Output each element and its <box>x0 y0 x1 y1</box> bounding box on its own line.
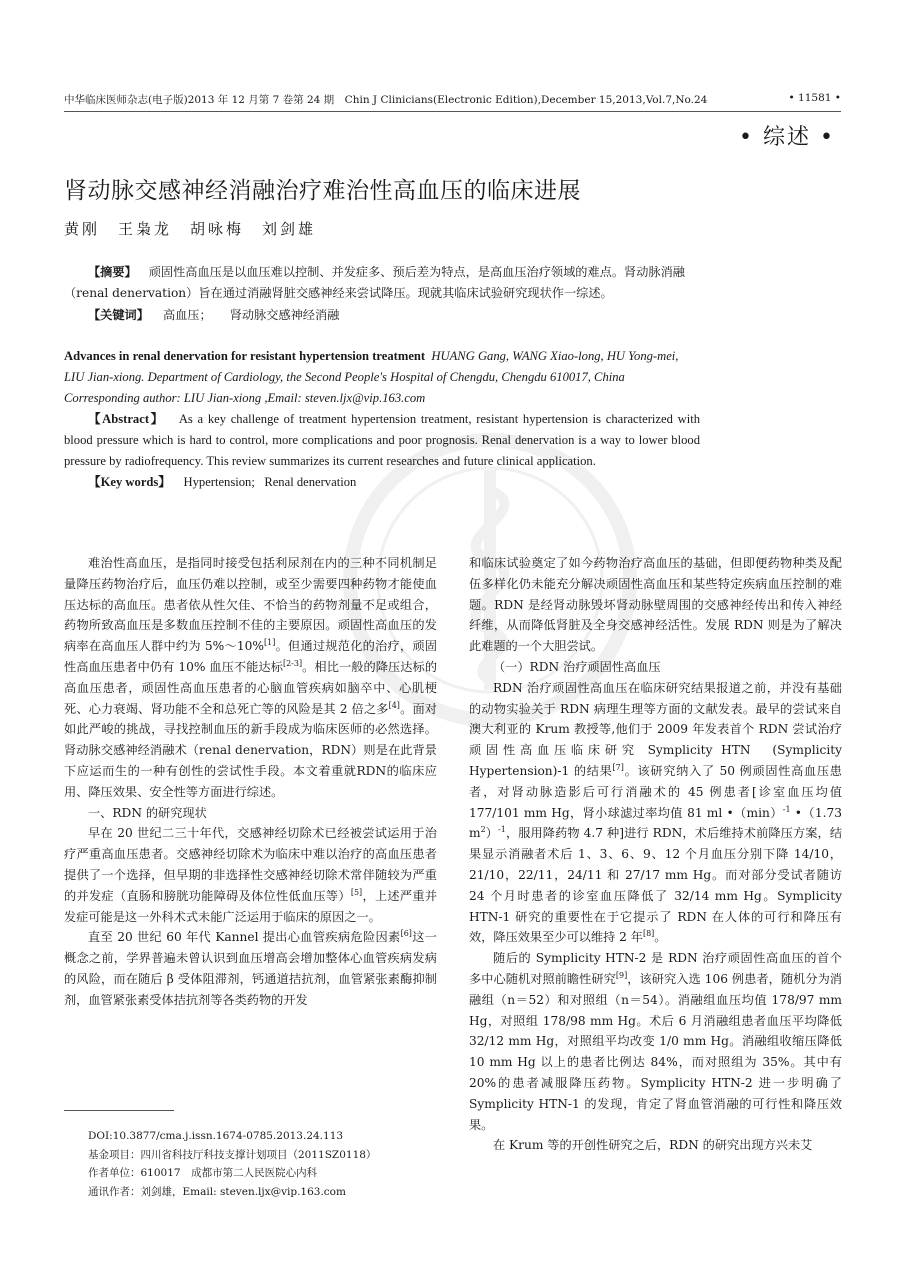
text-run: 这一概念之前，学界普遍未曾认识到血压增高会增加整体心血管疾病发病的风险，而在随后 β 受体阻滞剂，钙通道拮抗剂，血管紧张素酶抑制剂，血管紧张素受体拮抗剂等各类药物的开发 <box>64 930 437 1007</box>
text-run: RDN 治疗顽固性高血压在临床研究结果报道之前，并没有基础的动物实验关于 RDN 病理生理等方面的文献发表。最早的尝试来自澳大利亚的 Krum 教授等,他们于 2009 年发表首个 RDN 尝试治疗顽固性高血压临床研究 Symplicity HTN (Symplicity Hypertension)-1 的结果 <box>469 680 842 778</box>
chinese-abstract <box>64 262 704 304</box>
text-run: •（1.73 m <box>469 805 843 841</box>
footnote-correspondence: 通讯作者：刘剑雄，Email: steven.ljx@vip.163.com <box>88 1185 346 1198</box>
english-abstract-label: 【Abstract】 <box>88 412 165 426</box>
chinese-keywords <box>88 305 339 326</box>
english-abstract-text: As a key challenge of treatment hypertension treatment, resistant hypertension is characterized with blood pressure which is hard to control, more complications and poor prognosis. Renal denervation is a way to lower blood pressure by radiofrequency. This review summarizes its current researches and future clinical application. <box>64 412 700 468</box>
text-run: 难治性高血压，是指同时接受包括利尿剂在内的三种不同机制足量降压药物治疗后，血压仍难以控制，或至少需要四种药物才能使血压达标的高血压。患者依从性欠佳、不恰当的药物剂量不足或组合，药物所致高血压是多数血压控制不佳的主要原因。顽固性高血压的发病率在高血压人群中约为 5%～10% <box>64 556 437 654</box>
text-run: ，该研究入选 106 例患者，随机分为消融组（n＝52）和对照组（n＝54）。消融组血压均值 178/97 mm Hg，对照组 178/98 mm Hg。术后 6 月消融组患者血压平均降低 32/12 mm Hg，对照组平均改变 1/0 mm Hg。消融组收缩压降低 10 mm Hg 以上的患者比例达 84%，而对照组为 35%。其中有 20%的患者减服降压药物。Symplicity HTN-2 进一步明确了 Symplicity HTN-1 的发现，肯定了肾血管消融的可行性和降压效果。 <box>469 971 842 1132</box>
article-title: 肾动脉交感神经消融治疗难治性高血压的临床进展 <box>64 178 581 204</box>
body-paragraph <box>64 927 437 1010</box>
corresponding-author: Corresponding author: LIU Jian-xiong ,Email: steven.ljx@vip.163.com <box>64 391 426 405</box>
english-abstract <box>64 409 700 472</box>
keywords-label: 【关键词】 <box>88 308 149 322</box>
body-paragraph: 在 Krum 等的开创性研究之后，RDN 的研究出现方兴未艾 <box>493 1138 813 1153</box>
keyword-item: 肾动脉交感神经消融 <box>229 308 340 322</box>
subsection-heading: （一）RDN 治疗顽固性高血压 <box>493 659 661 674</box>
superscript: 2 <box>480 825 486 835</box>
text-run: 。相比一般的降压达标的高血压患者，顽固性高血压患者的心脑血管疾病如脑卒中、心肌梗死、心力衰竭、肾功能不全和总死亡等的风险是其 2 倍之多 <box>64 659 438 716</box>
text-run: 。但通过规范化的治疗，顽固性高血压患者中仍有 10% 血压不能达标 <box>64 639 437 674</box>
author-list: 黄刚 王枭龙 胡咏梅 刘剑雄 <box>64 220 317 238</box>
text-run: 。面对如此严峻的挑战，寻找控制血压的新手段成为临床医师的必然选择。肾动脉交感神经消融术（renal denervation，RDN）则是在此背景下应运而生的一种有创性的尝试性手段。本文着重就RDN的临床应用、降压效果、安全性等方面进行综述。 <box>64 701 437 799</box>
text-run: 。 <box>654 930 667 945</box>
english-title-line <box>64 346 700 388</box>
citation-ref: [7] <box>612 762 624 772</box>
citation-ref: [1] <box>264 638 276 648</box>
section-heading: 一、RDN 的研究现状 <box>88 805 207 820</box>
citation-ref: [9] <box>615 970 628 980</box>
footnotes <box>64 1110 444 1201</box>
citation-ref: [2-3] <box>282 658 303 668</box>
keyword-item: 高血压； <box>162 308 212 322</box>
english-keywords-label: 【Key words】 <box>88 475 171 489</box>
text-run: ，服用降药物 4.7 种]进行 RDN，术后维持术前降压方案，结果显示消融者术后 1、3、6、9、12 个月血压分别下降 14/10，21/10，22/11，24/11 和 27/17 mm Hg。而对部分受试者随访 24 个月时患者的诊室血压降低了 32/14 mm Hg。Symplicity HTN-1 研究的重要性在于它提示了 RDN 在人体的可行和降压有效，降压效果至少可以维持 2 年 <box>469 826 843 945</box>
english-abstract-block <box>64 346 700 493</box>
running-header <box>64 92 841 112</box>
citation-ref: [8] <box>642 929 655 939</box>
superscript: -1 <box>782 804 791 814</box>
citation-ref: [4] <box>388 700 400 710</box>
citation-ref: [6] <box>400 929 412 939</box>
text-run: 。该研究纳入了 50 例顽固性高血压患者，对肾动脉造影后可行消融术的 45 例患者[诊室血压均值 177/101 mm Hg，肾小球滤过率均值 81 ml •（min） <box>469 763 842 820</box>
body-paragraph <box>64 553 437 803</box>
section-label: • 综述 • <box>739 125 835 150</box>
superscript: -1 <box>498 825 506 835</box>
abstract-text: 顽固性高血压是以血压难以控制、并发症多、预后差为特点，是高血压治疗领域的难点。肾动脉消融（renal denervation）旨在通过消融肾脏交感神经来尝试降压。现就其临床试验研究现状作一综述。 <box>64 265 685 300</box>
english-keyword: Hypertension; <box>183 475 255 489</box>
text-run: ） <box>485 826 499 841</box>
body-paragraph <box>469 678 842 948</box>
footnote-affiliation: 作者单位：610017 成都市第二人民医院心内科 <box>88 1167 318 1179</box>
citation-ref: [5] <box>350 887 363 897</box>
text-run: 随后的 Symplicity HTN-2 是 RDN 治疗顽固性高血压的首个多中心随机对照前瞻性研究 <box>469 951 842 986</box>
footnote-fund: 基金项目：四川省科技厅科技支撑计划项目（2011SZ0118） <box>88 1148 377 1161</box>
abstract-label: 【摘要】 <box>88 265 137 279</box>
text-run: 早在 20 世纪二三十年代，交感神经切除术已经被尝试运用于治疗严重高血压患者。交感神经切除术为临床中难以治疗的高血压患者提供了一个选择，但早期的非选择性交感神经切除术常伴随较为严重的并发症（直肠和膀胱功能障碍及体位性低血压等） <box>64 826 437 903</box>
journal-citation-line: 中华临床医师杂志(电子版)2013 年 12 月第 7 卷第 24 期 Chin J Clinicians(Electronic Edition),December 15,2013,Vol.7,No.24 <box>64 94 708 106</box>
english-authors-affiliation: HUANG Gang, WANG Xiao-long, HU Yong-mei, LIU Jian-xiong. Department of Cardiology, the Second People's Hospital of Chengdu, Chengdu 610017, China <box>64 349 679 384</box>
body-paragraph <box>469 948 842 1135</box>
english-keywords <box>64 472 700 493</box>
text-run: 直至 20 世纪 60 年代 Kannel 提出心血管疾病危险因素 <box>88 930 401 945</box>
body-column-right <box>469 553 842 1156</box>
footnote-doi: DOI:10.3877/cma.j.issn.1674-0785.2013.24.113 <box>88 1130 344 1142</box>
english-title: Advances in renal denervation for resistant hypertension treatment <box>64 349 426 363</box>
body-column-left <box>64 553 437 1011</box>
english-keyword: Renal denervation <box>264 475 357 489</box>
body-paragraph <box>64 823 437 927</box>
text-run: ，上述严重并发症可能是这一外科术式未能广泛运用于临床的原因之一。 <box>64 888 438 924</box>
page-number: • 11581 • <box>788 92 841 104</box>
body-paragraph: 和临床试验奠定了如今药物治疗高血压的基础，但即便药物种类及配伍多样化仍未能充分解决顽固性高血压和某些特定疾病血压控制的难题。RDN 是经肾动脉毁坏肾动脉壁周围的交感神经传出和传入神经纤维，从而降低肾脏及全身交感神经活性。发展 RDN 则是为了解决此难题的一个大胆尝试。 <box>469 556 842 654</box>
footnote-rule <box>64 1110 174 1111</box>
